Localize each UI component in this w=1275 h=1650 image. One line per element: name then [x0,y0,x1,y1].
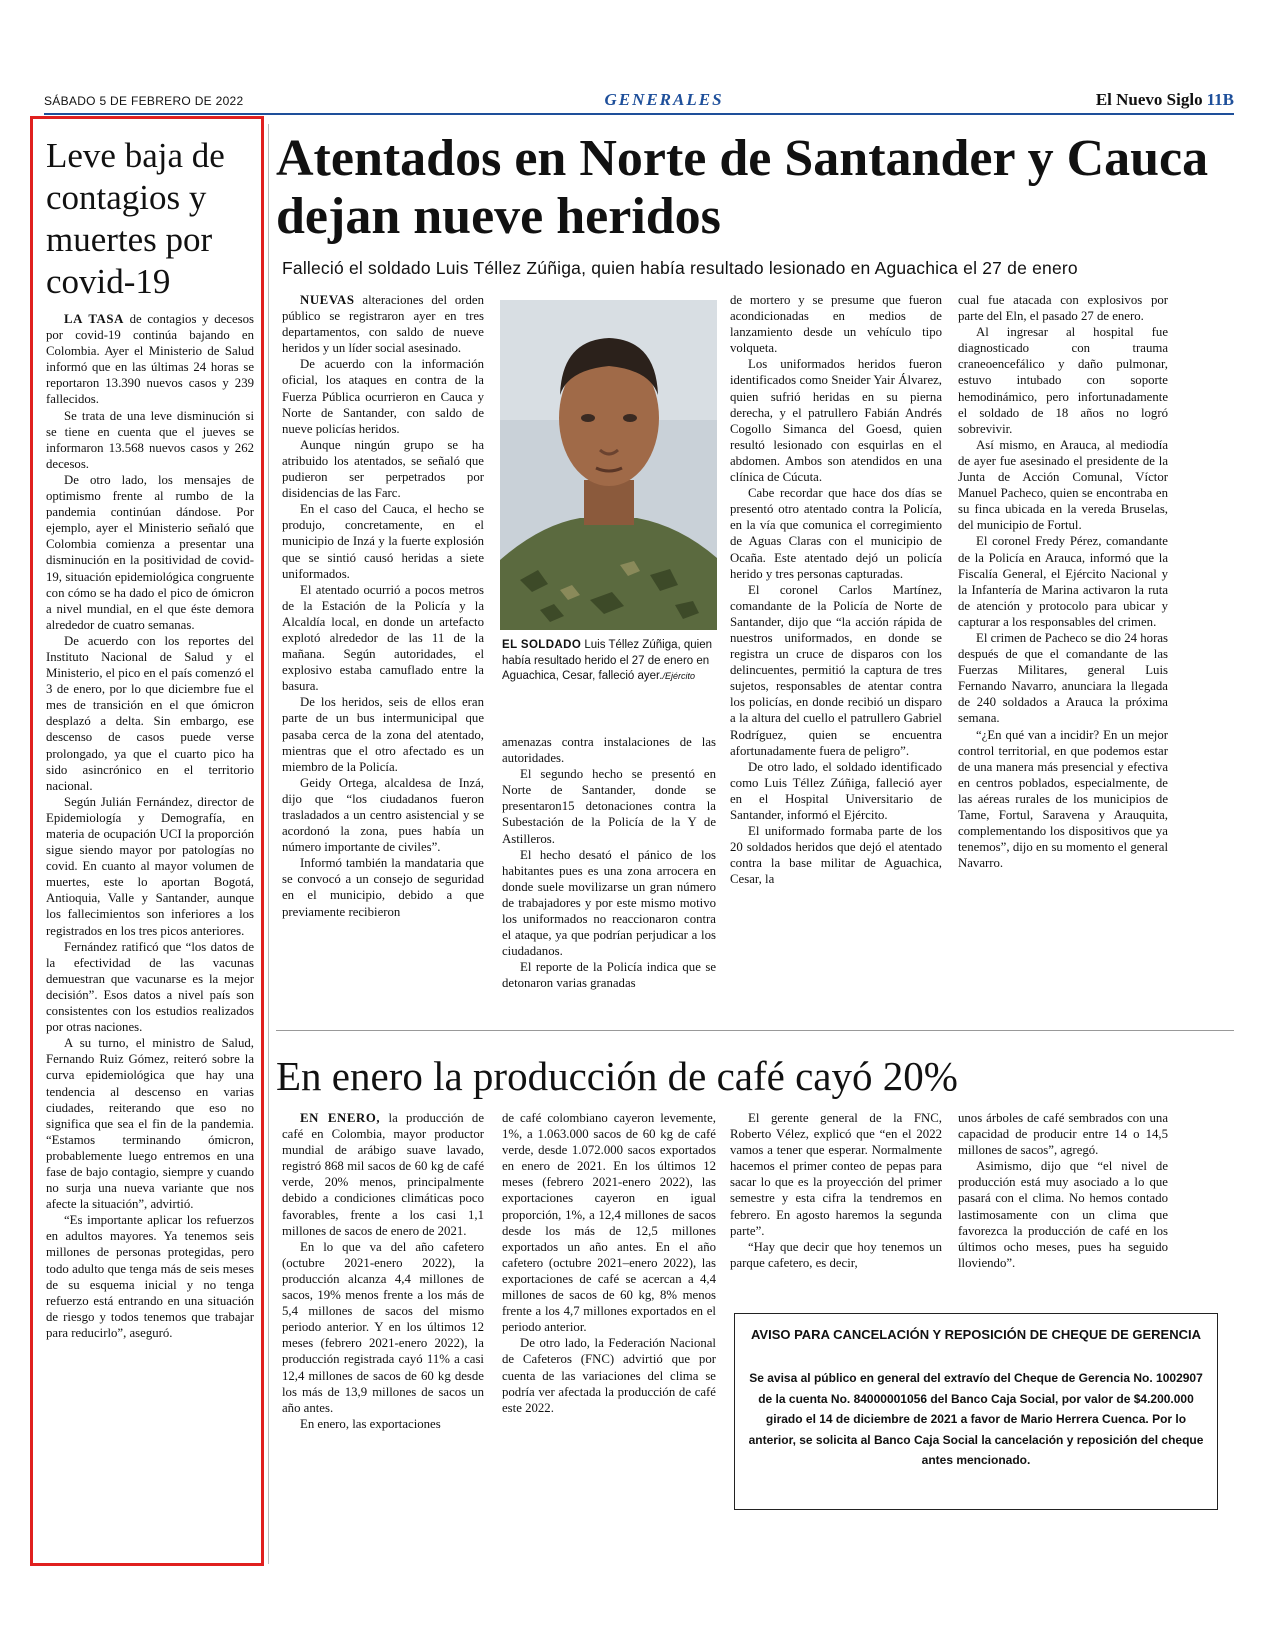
newspaper-title: El Nuevo Siglo [1095,90,1203,109]
article2-paragraph: En enero, las exportaciones [300,1416,441,1431]
sidebar-headline: Leve baja de contagios y muertes por covid-19 [46,136,225,301]
article1-paragraph: Geidy Ortega, alcaldesa de Inzá, dijo que “los ciudadanos fueron trasladados a un centro asistencial y se acordonó la zona, pues había un número importante de civiles”. [282,775,484,855]
coffee-headline: En enero la producción de café cayó 20% [276,1053,958,1099]
sidebar-paragraph: De otro lado, los mensajes de optimismo frente al rumbo de la pandemia continúan dándose. Por ejemplo, ayer el Ministerio señaló que Colombia comienza a presentar una disminución en la positividad de covid-19, situación epidemiológica congruente con cómo se ha dado el pico de ómicron a nivel mundial, en el que éste demora alrededor de cuatro semanas. [46,472,254,632]
article1-lead: NUEVAS [300,293,355,307]
article1-paragraph: Así mismo, en Arauca, al mediodía de ayer fue asesinado el presidente de la Junta de Acción Comunal, Víctor Manuel Pacheco, quien se encontraba en su finca ubicada en la vereda Bruselas, del municipio de Fortul. [958,437,1168,533]
article1-paragraph [282,292,484,356]
article1-column-3 [730,292,942,887]
article1-paragraph: El coronel Fredy Pérez, comandante de la Policía en Arauca, informó que la Fiscalía General, el Ejército Nacional y la Infantería de Marina activaron la ruta de atención y protocolo para ubicar y capturar a los responsables del crimen. [958,534,1168,629]
sidebar-paragraph: Fernández ratificó que “los datos de la efectividad de las vacunas demuestran que vacunarse es la mejor decisión”. Esos datos a nivel país son consistentes con los estudios realizados por otras naciones. [46,939,254,1035]
sidebar-body [46,311,254,1341]
main-headline: Atentados en Norte de Santander y Cauca dejan nueve heridos [276,130,1209,245]
article1-paragraph: El crimen de Pacheco se dio 24 horas después de que el comandante de las Fuerzas Militares, general Luis Fernando Navarro, anunciara la llegada de 240 soldados a Arauca la próxima semana. [958,630,1168,726]
article1-paragraph: cual fue atacada con explosivos por parte del Eln, el pasado 27 de enero. [958,293,1168,324]
article1-paragraph: de mortero y se presume que fueron acondicionadas en medios de lanzamiento desde un vehículo tipo volqueta. [730,293,942,356]
article2-paragraph: El gerente general de la FNC, Roberto Vélez, explicó que “en el 2022 vamos a tener que esperar. Normalmente hacemos el primer conteo de pepas para sacar lo que es la proyección del primer semestre y esta cifra la tendremos en febrero. En agosto haremos la segunda parte”. [730,1111,942,1238]
article1-paragraph: Informó también la mandataria que se convocó a un consejo de seguridad en el municipio, debido a que previamente recibieron [282,856,484,919]
photo-credit: /Ejército [662,671,695,681]
article2-paragraph [282,1110,484,1239]
sidebar-article [30,116,264,1566]
article2-lead: EN ENERO, [300,1111,381,1125]
article1-column-1 [282,292,484,920]
article2-paragraph: “Hay que decir que hoy tenemos un parque cafetero, es decir, [730,1239,942,1270]
caption-text: Luis Téllez Zúñiga, quien había resultado herido el 27 de enero en Aguachica, Cesar, falleció ayer. [502,639,713,682]
main-subheadline: Falleció el soldado Luis Téllez Zúñiga, quien había resultado lesionado en Aguachica el 27 de enero [282,258,1078,278]
article2-paragraph: de café colombiano cayeron levemente, 1%, a 1.063.000 sacos de 60 kg de café verde, desde 1.072.000 sacos exportados en enero de 2021. En los últimos 12 meses (febrero 2021-enero 2022), las exportaciones cayeron en igual proporción, 1%, a 12,4 millones de sacos desde los más de 12,5 millones exportados un año antes. En el año cafetero (octubre 2021–enero 2022), las exportaciones de café se acercan a 4,4 millones de sacos de 60 kg, 8% menos frente a los 4,7 millones exportados en el periodo anterior. [502,1111,716,1335]
sidebar-paragraph: De acuerdo con los reportes del Instituto Nacional de Salud y el Ministerio, el pico en el país comenzó el 3 de enero, por lo que diciembre fue el mes de transición en el que ómicron desplazó a delta. Sin embargo, ese descenso de casos puede verse prolongado, ya que el cuarto pico ha sido asincrónico en el territorio nacional. [46,633,254,793]
article1-text: alteraciones del orden público se registraron ayer en tres departamentos, con saldo de nueve heridos y un líder social asesinado. [282,293,484,356]
sidebar-paragraph: Según Julián Fernández, director de Epidemiología y Demografía, en materia de ocupación UCI la proporción sigue siendo mayor por patologías no covid. En cuanto al mayor volumen de muertes, este lo aportan Bogotá, Antioquia, Valle y Santander, aunque los fallecimientos son inferiores a los registrados en los tres picos anteriores. [46,794,254,938]
article1-column-2 [502,734,716,992]
article1-paragraph: Al ingresar al hospital fue diagnosticado con trauma craneoencefálico y daño pulmonar, estuvo intubado con soporte hemodinámico, pero infortunadamente el soldado de 18 años no logró sobrevivir. [958,325,1168,436]
sidebar-text: de contagios y decesos por covid-19 continúa bajando en Colombia. Ayer el Ministerio de Salud informó que en las últimas 24 horas se reportaron 13.390 nuevos casos y 239 fallecidos. [46,312,254,407]
sidebar-paragraph [46,311,254,408]
legal-notice [734,1313,1218,1510]
column-divider [268,124,269,1564]
article2-column-2 [502,1110,716,1416]
article1-paragraph: De los heridos, seis de ellos eran parte de un bus intermunicipal que pasaba cerca de la zona del atentado, mientras que el otro afectado es un miembro de la Policía. [282,695,484,774]
caption-lead: EL SOLDADO [502,639,582,651]
article1-paragraph: El hecho desató el pánico de los habitantes pues es una zona arrocera en donde suele movilizarse un gran número de trabajadores y por este mismo motivo los uniformados no reaccionaron contra el ataque, ya que podrían perjudicar a los ciudadanos. [502,847,716,959]
article2-paragraph: De otro lado, la Federación Nacional de Cafeteros (FNC) advirtió que por cuenta de las variaciones del clima se podría ver afectada la producción de café este 2022. [502,1336,716,1415]
article1-paragraph: amenazas contra instalaciones de las autoridades. [502,735,716,766]
sidebar-paragraph: Se trata de una leve disminución si se tiene en cuenta que el jueves se informaron 13.568 nuevos casos y 262 decesos. [46,408,254,471]
article1-paragraph: “¿En qué van a incidir? En un mejor control territorial, en que podemos estar de una manera más presencial y efectiva en centros poblados, especialmente, de las aéreas rurales de los municipios de Tame, Fortul, Saravena y Arauquita, complementando los dispositivos que ya tenemos”, dijo en su momento el general Navarro. [958,727,1168,871]
soldier-photo [500,300,717,630]
article1-paragraph: Cabe recordar que hace dos días se presentó otro atentado contra la Policía, en la vía que comunica el corregimiento de Aguas Claras con el municipio de Ocaña. Este atentado dejó un policía herido y tres personas capturadas. [730,486,942,581]
section-name: GENERALES [604,90,724,109]
article1-paragraph: Aunque ningún grupo se ha atribuido los atentados, se señaló que pudieron ser perpetrados por disidencias de las Farc. [282,437,484,501]
soldier-portrait [500,300,717,630]
article2-column-1 [282,1110,484,1432]
article1-paragraph: El segundo hecho se presentó en Norte de Santander, donde se presentaron15 detonaciones contra la Subestación de la Policía de la Y de Astilleros. [502,767,716,846]
article-divider [276,1030,1234,1031]
article2-paragraph: unos árboles de café sembrados con una capacidad de producir entre 14 o 14,5 millones de sacos”, agregó. [958,1111,1168,1158]
article1-paragraph: En el caso del Cauca, el hecho se produjo, concretamente, en el municipio de Inzá y la fuerte explosión que se sintió causó heridas a siete uniformados. [282,502,484,581]
sidebar-paragraph: “Es importante aplicar los refuerzos en adultos mayores. Ya tenemos seis millones de personas protegidas, pero todo adulto que tenga más de seis meses de su esquema inicial y no tenga refuerzo está entrando en una situación de riesgo y todos tenemos que trabajar para reducirlo”, aseguró. [46,1213,254,1340]
photo-caption [502,638,716,685]
article2-column-3 [730,1110,942,1271]
article2-column-4 [958,1110,1168,1271]
sidebar-lead: LA TASA [64,312,124,326]
issue-date: SÁBADO 5 DE FEBRERO DE 2022 [44,94,244,108]
article1-paragraph: El atentado ocurrió a pocos metros de la Estación de la Policía y la Alcaldía local, en donde un artefacto explotó alrededor de las 11 de la mañana. Según autoridades, el explosivo estaba camuflado entre la basura. [282,582,484,694]
sidebar-paragraph: A su turno, el ministro de Salud, Fernando Ruiz Gómez, reiteró sobre la curva epidemiológica que hay una tendencia al descenso en varias ciudades, reiterando que eso no significa que sea el fin de la pandemia. “Estamos terminando ómicron, probablemente luego entremos en una fase de bajo contagio, siempre y cuando no surja una nueva variante que nos afecte la situación”, advirtió. [46,1036,254,1212]
top-rule [44,113,1234,115]
article1-paragraph: Los uniformados heridos fueron identificados como Sneider Yair Álvarez, quien sufrió heridas en su pierna derecha, y el patrullero Fabián Andrés Cogollo Simanca del Goesd, quien resultó lesionado con esquirlas en el abdomen. Ambos son atendidos en una clínica de Cúcuta. [730,357,942,485]
notice-title: AVISO PARA CANCELACIÓN Y REPOSICIÓN DE CHEQUE DE GERENCIA [750,1327,1201,1342]
article2-paragraph: En lo que va del año cafetero (octubre 2021-enero 2022), la producción alcanza 4,4 millones de sacos, 19% menos frente a los más de 5,4 millones de sacos del mismo periodo anterior. Y en los últimos 12 meses (febrero 2021-enero 2022), la producción registrada cayó 11% a casi 12,4 millones de sacos de 60 kg desde los más de 13,9 millones de sacos un año antes. [282,1239,484,1415]
article1-paragraph: De acuerdo con la información oficial, los ataques en contra de la Fuerza Pública ocurrieron en Cauca y Norte de Santander, con saldo de nueve policías heridos. [282,357,484,436]
page-number: 11B [1206,90,1234,109]
article1-paragraph: El uniformado formaba parte de los 20 soldados heridos que dejó el atentado contra la base militar de Aguachica, Cesar, la [730,824,942,887]
article2-text: la producción de café en Colombia, mayor productor mundial de arábigo suave lavado, registró 868 mil sacos de 60 kg de café verde, 20% menos, principalmente debido a condiciones climáticas poco favorables, frente a los casi 1,1 millones de sacos de enero de 2021. [282,1111,484,1238]
notice-body: Se avisa al público en general del extravío del Cheque de Gerencia No. 1002907 de la cuenta No. 84000001056 del Banco Caja Social, por valor de $4.200.000 girado el 14 de diciembre de 2021 a favor de Mario Herrera Cuenca. Por lo anterior, se solicita al Banco Caja Social la cancelación y reposición del cheque antes mencionado. [748,1371,1204,1467]
article1-paragraph: De otro lado, el soldado identificado como Luis Téllez Zúñiga, falleció ayer en el Hospital Universitario de Santander, informó el Ejército. [730,759,942,822]
newspaper-name [1096,90,1234,110]
article2-paragraph: Asimismo, dijo que “el nivel de producción está muy asociado a lo que pasará con el clima. No hemos contado lastimosamente con un clima que favorezca la producción de café en los últimos ocho meses, pues ha seguido lloviendo”. [958,1159,1168,1270]
article1-paragraph: El reporte de la Policía indica que se detonaron varias granadas [502,960,716,991]
article1-column-4 [958,292,1168,871]
article1-paragraph: El coronel Carlos Martínez, comandante de la Policía de Norte de Santander, dijo que “la acción rápida de nuestros uniformados, en donde se registra un cruce de disparos con los delincuentes, permitió la captura de tres sujetos, responsables de atentar contra los policías, en donde recibió un disparo a la altura del cuello el patrullero Gabriel Rodríguez, quien se encuentra afortunadamente fuera de peligro”. [730,582,942,758]
